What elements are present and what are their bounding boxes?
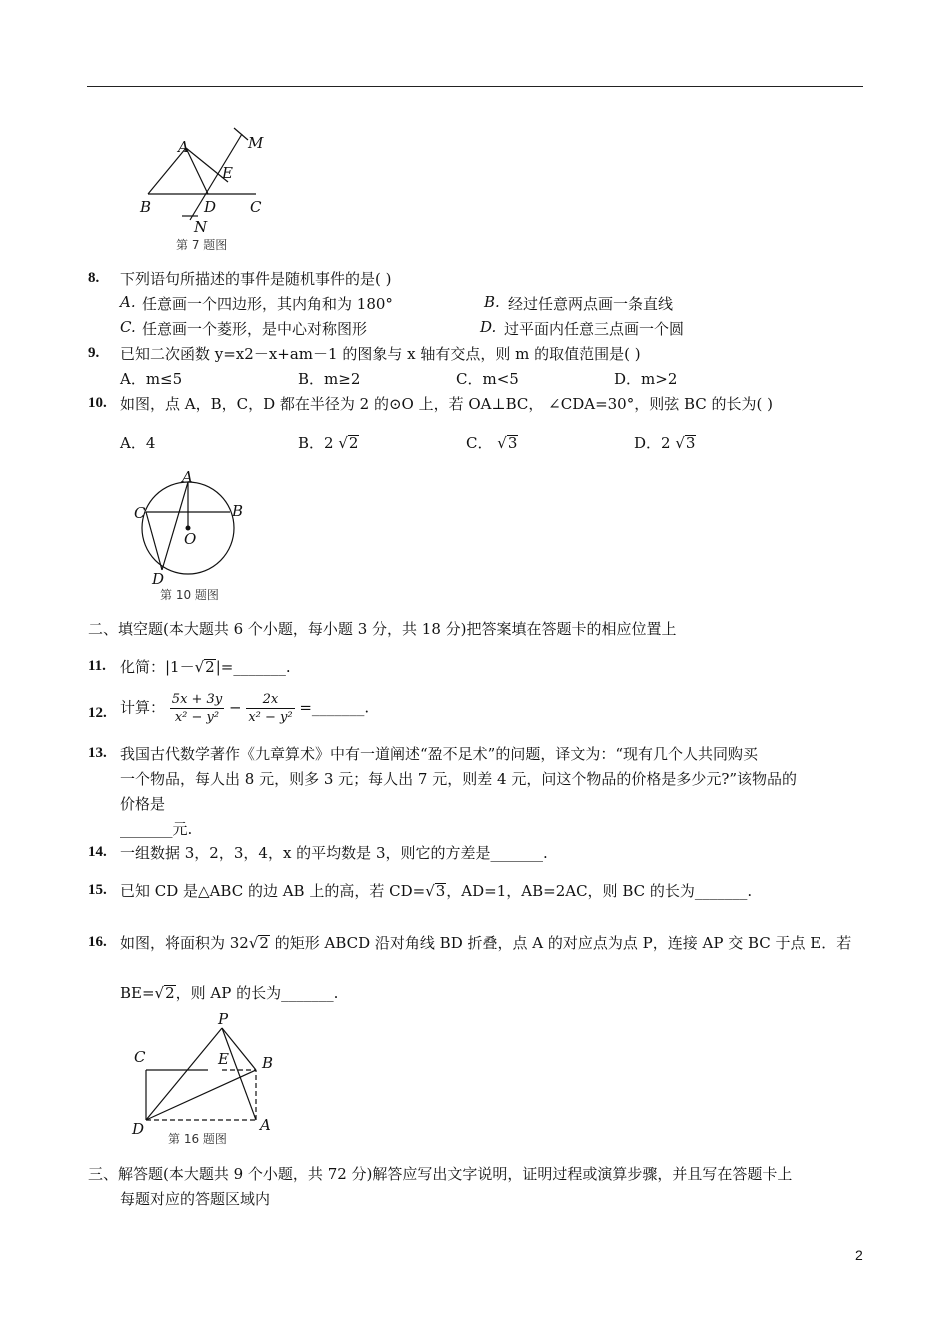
figure-7 [138, 124, 288, 254]
fig7-label-d: D [204, 198, 217, 216]
q12-fraction-2 [246, 691, 294, 726]
q8-opt-c: 任意画一个菱形，是中心对称图形 [142, 320, 368, 338]
q15-text: 已知 CD 是△ABC 的边 AB 上的高，若 CD=√3，AD=1，AB=2AC，则 BC 的长为_______. [120, 882, 753, 900]
q10-opt-a [120, 432, 155, 453]
q12-pre: 计算： [120, 698, 166, 717]
q10-opt-c-label: C． [466, 434, 493, 452]
q9-number: 9. [88, 345, 100, 361]
section-2-heading: 二、填空题(本大题共 6 个小题，每小题 3 分，共 18 分)把答案填在答题卡的相应位置上 [88, 620, 677, 638]
fig7-label-n: N [194, 218, 208, 236]
q12-minus: − [228, 698, 242, 717]
q16-line-2: BE=√2，则 AP 的长为_______. [120, 984, 339, 1002]
q14-text: 一组数据 3，2，3，4，x 的平均数是 3，则它的方差是_______. [120, 844, 548, 862]
q9-opt-b: B．m≥2 [298, 370, 361, 388]
q9-stem: 已知二次函数 y=x2－x+am－1 的图象与 x 轴有交点，则 m 的取值范围是( ) [120, 345, 641, 363]
q8-opt-b-letter: B. [484, 293, 500, 311]
figure-16 [122, 1010, 282, 1152]
q10-stem: 如图，点 A，B，C，D 都在半径为 2 的⊙O 上，若 OA⊥BC， ∠CDA=30°，则弦 BC 的长为( ) [120, 395, 774, 413]
q8-opt-d-letter: D. [480, 318, 497, 336]
fig16-label-d: D [132, 1120, 145, 1138]
q9-opt-d: D．m>2 [614, 370, 678, 388]
q16-l2-pre: BE= [120, 984, 155, 1002]
header-rule [87, 86, 863, 87]
fig16-label-e: E [218, 1050, 229, 1068]
q10-opt-b: B．2 √2 [298, 434, 359, 452]
q15-radicand: 3 [435, 882, 446, 900]
q10-opt-b-coef: 2 [324, 434, 334, 452]
fig10-label-a: A [182, 468, 193, 486]
fig16-caption: 第 16 题图 [168, 1132, 227, 1146]
q14-number: 14. [88, 844, 107, 860]
q12-f1-denominator: x² − y² [174, 710, 220, 725]
fig10-label-d: D [152, 570, 165, 588]
q8-stem: 下列语句所描述的事件是随机事件的是( ) [120, 270, 392, 288]
q10-opt-d: D．2 √3 [634, 434, 696, 452]
q10-opt-d-radicand: 3 [685, 434, 696, 452]
fig7-label-m: M [248, 134, 264, 152]
q11-post: |=_______. [215, 658, 291, 676]
q8-opt-d: 过平面内任意三点画一个圆 [504, 320, 685, 338]
section-3-heading-line-1: 三、解答题(本大题共 9 个小题，共 72 分)解答应写出文字说明，证明过程或演算步骤，并且写在答题卡上 [88, 1165, 793, 1183]
q13-line-3: 价格是 [120, 795, 166, 813]
q16-l2-radicand: 2 [165, 984, 175, 1002]
page-number: 2 [855, 1247, 863, 1263]
q11-number: 11. [88, 658, 106, 674]
q8-opt-a: 任意画一个四边形，其内角和为 180° [142, 295, 393, 313]
fig16-label-b: B [262, 1054, 274, 1072]
q9-opt-a: A．m≤5 [120, 370, 183, 388]
q16-l1-post: 的矩形 ABCD 沿对角线 BD 折叠，点 A 的对应点为点 P，连接 AP 交 BC 于点 E．若 [269, 934, 852, 952]
fig10-caption: 第 10 题图 [160, 588, 219, 602]
q10-opt-b-radicand: 2 [348, 434, 359, 452]
q10-opt-d-label: D． [634, 434, 662, 452]
q13-line-2: 一个物品，每人出 8 元，则多 3 元；每人出 7 元，则差 4 元，问这个物品的价格是多少元?”该物品的 [120, 770, 798, 788]
q12-post: =_______. [299, 698, 370, 717]
fig7-label-a: A [178, 138, 189, 156]
q10-opt-a-value: 4 [145, 434, 156, 452]
q15-post: ，AD=1，AB=2AC，则 BC 的长为_______. [446, 882, 753, 900]
q13-number: 13. [88, 745, 107, 761]
fig7-label-c: C [250, 198, 262, 216]
q10-opt-c: C． √3 [466, 434, 518, 452]
q10-opt-b-label: B． [298, 434, 325, 452]
q8-opt-b: 经过任意两点画一条直线 [508, 295, 674, 313]
q8-opt-a-letter: A. [120, 293, 136, 311]
q11-radicand: 2 [205, 658, 215, 676]
q12-number: 12. [88, 705, 107, 721]
fig10-label-c: C [134, 504, 146, 522]
q12-f2-numerator: 2x [246, 691, 294, 709]
q16-number: 16. [88, 934, 107, 950]
q8-number: 8. [88, 270, 100, 286]
fig7-label-e: E [222, 164, 233, 182]
fig16-label-c: C [134, 1048, 146, 1066]
q10-opt-a-label: A． [120, 434, 146, 452]
q12-text [120, 691, 369, 726]
q12-f2-denominator: x² − y² [248, 710, 293, 725]
fig10-label-o: O [184, 530, 197, 548]
section-3-heading-line-2: 每题对应的答题区域内 [120, 1190, 271, 1208]
q10-opt-d-coef: 2 [661, 434, 671, 452]
q10-opt-c-radicand: 3 [507, 434, 518, 452]
q11-text: 化简：|1－√2|=_______. [120, 658, 291, 676]
q16-line-1: 如图，将面积为 32√2 的矩形 ABCD 沿对角线 BD 折叠，点 A 的对应点为点 P，连接 AP 交 BC 于点 E．若 [120, 934, 852, 952]
q16-l1-radicand: 2 [259, 934, 269, 952]
q12-fraction-1 [170, 691, 224, 726]
figure-10 [128, 468, 258, 604]
fig16-label-p: P [218, 1010, 229, 1028]
fig7-caption: 第 7 题图 [176, 238, 228, 252]
q13-line-4: _______元. [120, 820, 193, 838]
fig7-label-b: B [140, 198, 152, 216]
q8-opt-c-letter: C. [120, 318, 136, 336]
q13-line-1: 我国古代数学著作《九章算术》中有一道阐述“盈不足术”的问题，译文为：“现有几个人共同购买 [120, 745, 759, 763]
q9-opt-c: C．m<5 [456, 370, 519, 388]
fig16-label-a: A [260, 1116, 271, 1134]
q16-l1-pre: 如图，将面积为 32 [120, 934, 249, 952]
q15-pre: 已知 CD 是△ABC 的边 AB 上的高，若 CD= [120, 882, 426, 900]
fig10-label-b: B [232, 502, 244, 520]
q11-pre: 化简：|1－ [120, 658, 195, 676]
q12-f1-numerator: 5x + 3y [171, 692, 223, 707]
q16-l2-post: ，则 AP 的长为_______. [175, 984, 339, 1002]
q10-number: 10. [88, 395, 107, 411]
q15-number: 15. [88, 882, 107, 898]
